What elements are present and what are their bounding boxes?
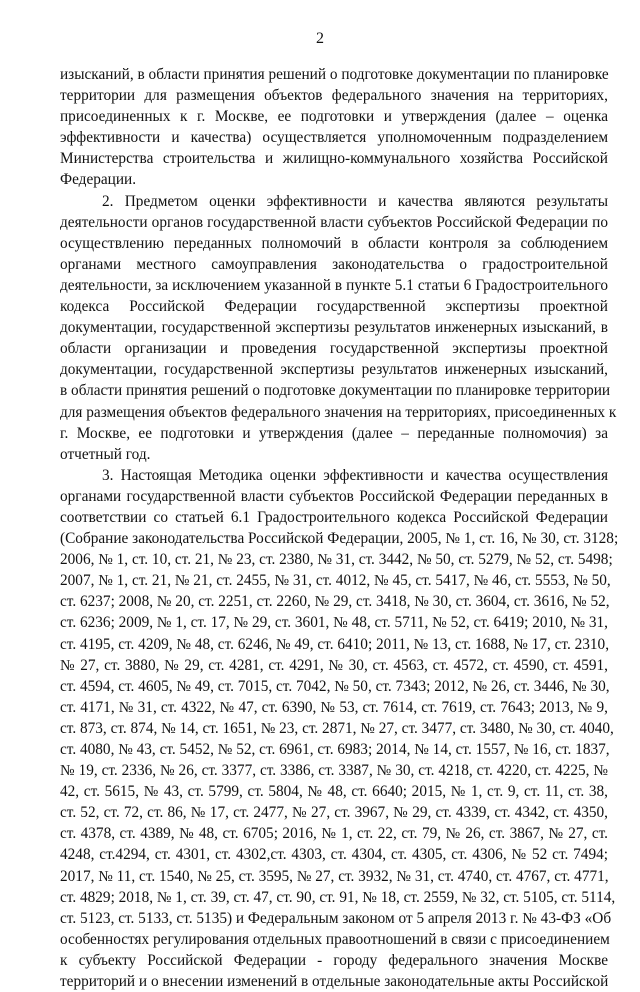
text-line: ст. 4829; 2018, № 1, ст. 39, ст. 47, ст. 90, ст. 91, № 18, ст. 2559, № 32, ст. 5105, ст. 5114, — [60, 888, 616, 906]
text-line: № 27, ст. 3880, № 29, ст. 4281, ст. 4291, № 30, ст. 4563, ст. 4572, ст. 4590, ст. 4591, — [60, 656, 608, 674]
text-line: ст. 873, ст. 874, № 14, ст. 1651, № 23, ст. 2871, № 27, ст. 3477, ст. 3480, № 30, ст. 4040, — [60, 719, 614, 737]
text-line: для размещения объектов федерального значения на территориях, присоединенных к — [60, 403, 617, 421]
text-line: ст. 4195, ст. 4209, № 48, ст. 6246, № 49, ст. 6410; 2011, № 13, ст. 1688, № 17, ст. 2310, — [60, 635, 610, 653]
text-line: 42, ст. 5615, № 43, ст. 5799, ст. 5804, № 48, ст. 6640; 2015, № 1, ст. 9, ст. 11, ст. 38, — [60, 783, 608, 801]
text-line: ст. 4378, ст. 4389, № 48, ст. 6705; 2016, № 1, ст. 22, ст. 79, № 26, ст. 3867, № 27, ст. — [60, 825, 608, 843]
text-line: органами местного самоуправления законодательства о градостроительной — [60, 255, 608, 273]
text-line: отчетный год. — [60, 445, 151, 463]
text-line: в области принятия решений о подготовке документации по планировке территории — [60, 382, 611, 400]
text-line: № 19, ст. 2336, № 26, ст. 3377, ст. 3386, ст. 3387, № 30, ст. 4218, ст. 4220, ст. 4225, № — [60, 762, 608, 780]
text-line: изысканий, в области принятия решений о подготовке документации по планировке — [60, 66, 609, 83]
text-line: ст. 52, ст. 72, ст. 86, № 17, ст. 2477, № 27, ст. 3967, № 29, ст. 4339, ст. 4342, ст. 4350, — [60, 804, 608, 822]
text-line: г. Москве, ее подготовки и утверждения (далее – переданные полномочия) за — [60, 424, 608, 442]
text-line: эффективности и качества) осуществляется уполномоченным подразделением — [60, 129, 608, 147]
text-line: ст. 4171, № 31, ст. 4322, № 47, ст. 6390, № 53, ст. 7614, ст. 7619, ст. 7643; 2013, № 9, — [60, 698, 608, 716]
document-body — [60, 64, 619, 992]
text-line: области организации и проведения государственной экспертизы проектной — [60, 340, 608, 358]
text-line: документации, государственной экспертизы результатов инженерных изысканий, — [60, 361, 608, 379]
text-line: 4248, ст.4294, ст. 4301, ст. 4302,ст. 4303, ст. 4304, ст. 4305, ст. 4306, № 52 ст. 7494; — [60, 846, 608, 864]
text-line: ст. 4080, № 43, ст. 5452, № 52, ст. 6961, ст. 6983; 2014, № 14, ст. 1557, № 16, ст. 1837, — [60, 741, 610, 758]
text-line: (Собрание законодательства Российской Федерации, 2005, № 1, ст. 16, № 30, ст. 3128; — [60, 530, 619, 548]
text-line: Министерства строительства и жилищно-коммунального хозяйства Российской — [60, 150, 608, 168]
text-line: 2006, № 1, ст. 10, ст. 21, № 23, ст. 2380, № 31, ст. 3442, № 50, ст. 5279, № 52, ст. 5498; — [60, 551, 613, 569]
text-line: ст. 5123, ст. 5133, ст. 5135) и Федеральным законом от 5 апреля 2013 г. № 43-ФЗ «Об — [60, 909, 612, 927]
text-line: осуществлению переданных полномочий в области контроля за соблюдением — [60, 234, 608, 252]
text-line: к субъекту Российской Федерации - городу федерального значения Москве — [60, 951, 608, 969]
paragraph — [60, 191, 617, 465]
text-line: ст. 6236; 2009, № 1, ст. 17, № 29, ст. 3601, № 48, ст. 5711, № 52, ст. 6419; 2010, № 31, — [60, 614, 608, 632]
text-line: 2. Предметом оценки эффективности и качества являются результаты — [102, 192, 608, 210]
text-line: 2007, № 1, ст. 21, № 21, ст. 2455, № 31, ст. 4012, № 45, ст. 5417, № 46, ст. 5553, № 50, — [60, 572, 611, 590]
page-number: 2 — [316, 30, 324, 47]
text-line: ст. 4594, ст. 4605, № 49, ст. 7015, ст. 7042, № 50, ст. 7343; 2012, № 26, ст. 3446, № 30, — [60, 677, 610, 695]
text-line: 2017, № 11, ст. 1540, № 25, ст. 3595, № 27, ст. 3932, № 31, ст. 4740, ст. 4767, ст. 4771, — [60, 867, 609, 885]
text-line: соответствии со статьей 6.1 Градостроительного кодекса Российской Федерации — [60, 508, 608, 526]
text-line: 3. Настоящая Методика оценки эффективности и качества осуществления — [102, 466, 608, 484]
text-line: документации, государственной экспертизы результатов инженерных изысканий, в — [60, 319, 608, 337]
paragraph — [60, 465, 619, 992]
text-line: органами государственной власти субъектов Российской Федерации переданных в — [60, 487, 608, 505]
text-line: территорий и о внесении изменений в отдельные законодательные акты Российской — [60, 973, 609, 991]
text-line: территории для размещения объектов федерального значения на территориях, — [60, 87, 608, 105]
text-line: деятельности, за исключением указанной в пункте 5.1 статьи 6 Градостроительного — [60, 276, 608, 294]
text-line: присоединенных к г. Москве, ее подготовки и утверждения (далее – оценка — [60, 108, 608, 126]
text-line: Федерации. — [60, 171, 137, 189]
text-line: особенностях регулирования отдельных правоотношений в связи с присоединением — [60, 930, 610, 948]
text-line: ст. 6237; 2008, № 20, ст. 2251, ст. 2260, № 29, ст. 3418, № 30, ст. 3604, ст. 3616, № 52, — [60, 593, 610, 611]
paragraph — [60, 64, 608, 191]
text-line: деятельности органов государственной власти субъектов Российской Федерации по — [60, 213, 608, 231]
text-line: кодекса Российской Федерации государственной экспертизы проектной — [60, 298, 608, 316]
